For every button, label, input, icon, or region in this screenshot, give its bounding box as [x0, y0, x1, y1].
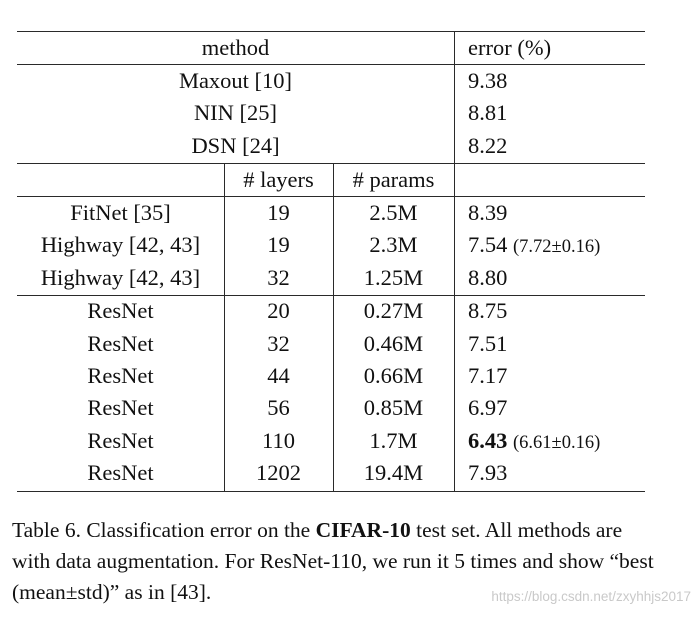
error-cell: 8.81 [468, 100, 508, 125]
method-cell: ResNet [87, 460, 154, 485]
error-cell [468, 392, 648, 424]
caption-suffix: test set. All methods are with data augmentation. For ResNet-110, we run it 5 times and show “best (mean±std)” as in [43]. [12, 518, 654, 604]
params-cell: 0.66M [363, 363, 424, 388]
params-cell: 2.5M [369, 200, 418, 225]
params-cell: 0.85M [363, 395, 424, 420]
method-cell: Highway [42, 43] [40, 232, 201, 257]
error-cell [468, 295, 648, 327]
layers-cell: 1202 [256, 460, 301, 485]
method-cell: ResNet [87, 298, 154, 323]
results-table [17, 31, 645, 492]
caption-dataset: CIFAR-10 [315, 518, 411, 542]
params-cell: 0.27M [363, 298, 424, 323]
method-cell: ResNet [87, 428, 154, 453]
error-value: 8.75 [468, 298, 508, 323]
error-value: 7.51 [468, 331, 508, 356]
params-cell: 2.3M [369, 232, 418, 257]
error-cell [468, 360, 648, 392]
params-cell: 1.7M [369, 428, 418, 453]
error-value-best: 6.43 [468, 428, 508, 453]
method-cell: Maxout [10] [178, 68, 293, 93]
method-cell: ResNet [87, 331, 154, 356]
header-params: # params [352, 167, 435, 192]
error-cell [468, 197, 648, 229]
method-cell: NIN [25] [193, 100, 278, 125]
error-cell: 9.38 [468, 68, 508, 93]
header-method: method [201, 35, 270, 60]
layers-cell: 32 [267, 331, 290, 356]
layers-cell: 44 [267, 363, 290, 388]
method-cell: DSN [24] [191, 133, 280, 158]
rule-bottom [17, 491, 645, 492]
error-mean-std: (7.72±0.16) [513, 237, 601, 257]
error-cell [468, 328, 648, 360]
error-value: 8.80 [468, 265, 508, 290]
watermark: https://blog.csdn.net/zxyhhjs2017 [491, 589, 691, 604]
method-cell: Highway [42, 43] [40, 265, 201, 290]
caption-prefix: Table 6. Classification error on the [12, 518, 316, 542]
layers-cell: 32 [267, 265, 290, 290]
params-cell: 0.46M [363, 331, 424, 356]
error-value: 6.97 [468, 395, 508, 420]
header-layers: # layers [243, 167, 314, 192]
error-value: 7.93 [468, 460, 508, 485]
error-mean-std: (6.61±0.16) [513, 433, 601, 453]
layers-cell: 19 [267, 200, 290, 225]
method-cell: ResNet [87, 363, 154, 388]
params-cell: 19.4M [363, 460, 424, 485]
header-error: error (%) [468, 35, 552, 60]
error-value: 7.54 [468, 232, 508, 257]
params-cell: 1.25M [363, 265, 424, 290]
divider-error-column [454, 31, 455, 492]
method-cell: FitNet [35] [70, 200, 171, 225]
error-value: 7.17 [468, 363, 508, 388]
error-cell: 8.22 [468, 133, 508, 158]
error-cell [468, 262, 648, 294]
method-cell: ResNet [87, 395, 154, 420]
layers-cell: 56 [267, 395, 290, 420]
layers-cell: 110 [262, 428, 295, 453]
layers-cell: 20 [267, 298, 290, 323]
error-cell [468, 229, 648, 261]
error-value: 8.39 [468, 200, 508, 225]
error-cell [468, 457, 648, 489]
error-cell [468, 425, 648, 457]
layers-cell: 19 [267, 232, 290, 257]
